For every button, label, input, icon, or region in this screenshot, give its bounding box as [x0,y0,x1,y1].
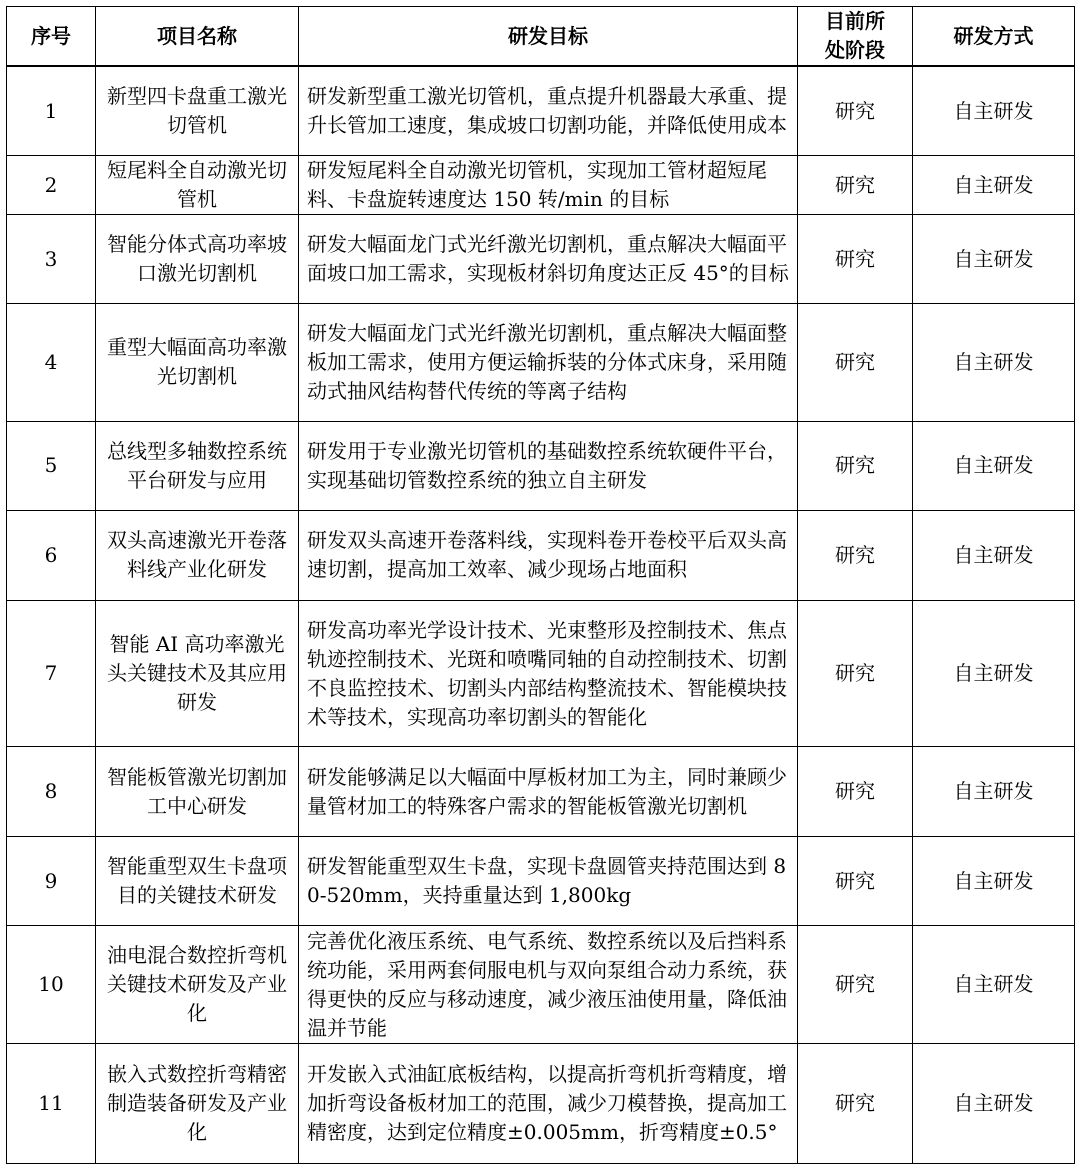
project-stage: 研究 [798,1044,913,1164]
row-index: 5 [7,421,96,511]
project-method: 自主研发 [913,926,1075,1044]
project-stage: 研究 [798,303,913,421]
project-stage: 研究 [798,926,913,1044]
row-index: 7 [7,600,96,747]
project-name: 嵌入式数控折弯精密制造装备研发及产业化 [96,1044,299,1164]
project-method: 自主研发 [913,836,1075,926]
project-method: 自主研发 [913,66,1075,156]
rd-projects-table [6,6,1075,1164]
row-index: 11 [7,1044,96,1164]
row-index: 3 [7,215,96,304]
project-goal: 研发大幅面龙门式光纤激光切割机，重点解决大幅面整板加工需求，使用方便运输拆装的分体式床身，采用随动式抽风结构替代传统的等离子结构 [299,303,798,421]
project-name: 智能 AI 高功率激光头关键技术及其应用研发 [96,600,299,747]
project-stage: 研究 [798,747,913,837]
project-goal: 研发大幅面龙门式光纤激光切割机，重点解决大幅面平面坡口加工需求，实现板材斜切角度达正反 45°的目标 [299,215,798,304]
row-index: 4 [7,303,96,421]
header-goal: 研发目标 [299,7,798,67]
row-index: 1 [7,66,96,156]
header-stage: 目前所处阶段 [798,7,913,67]
project-method: 自主研发 [913,156,1075,215]
table-row [7,747,1075,837]
project-goal: 完善优化液压系统、电气系统、数控系统以及后挡料系统功能，采用两套伺服电机与双向泵组合动力系统，获得更快的反应与移动速度，减少液压油使用量，降低油温并节能 [299,926,798,1044]
project-name: 智能重型双生卡盘项目的关键技术研发 [96,836,299,926]
project-goal: 研发新型重工激光切管机，重点提升机器最大承重、提升长管加工速度，集成坡口切割功能，并降低使用成本 [299,66,798,156]
row-index: 6 [7,511,96,601]
project-stage: 研究 [798,215,913,304]
project-name: 重型大幅面高功率激光切割机 [96,303,299,421]
project-stage: 研究 [798,156,913,215]
project-method: 自主研发 [913,1044,1075,1164]
header-name: 项目名称 [96,7,299,67]
project-stage: 研究 [798,511,913,601]
table-row [7,215,1075,304]
row-index: 10 [7,926,96,1044]
row-index: 2 [7,156,96,215]
project-goal: 开发嵌入式油缸底板结构，以提高折弯机折弯精度，增加折弯设备板材加工的范围，减少刀模替换，提高加工精密度，达到定位精度±0.005mm，折弯精度±0.5° [299,1044,798,1164]
table-row [7,421,1075,511]
project-stage: 研究 [798,836,913,926]
project-name: 新型四卡盘重工激光切管机 [96,66,299,156]
table-body [7,66,1075,1164]
project-goal: 研发短尾料全自动激光切管机，实现加工管材超短尾料、卡盘旋转速度达 150 转/min 的目标 [299,156,798,215]
project-name: 总线型多轴数控系统平台研发与应用 [96,421,299,511]
table-row [7,836,1075,926]
project-method: 自主研发 [913,421,1075,511]
row-index: 9 [7,836,96,926]
project-name: 短尾料全自动激光切管机 [96,156,299,215]
project-name: 智能板管激光切割加工中心研发 [96,747,299,837]
project-name: 智能分体式高功率坡口激光切割机 [96,215,299,304]
table-row [7,1044,1075,1164]
project-name: 双头高速激光开卷落料线产业化研发 [96,511,299,601]
project-stage: 研究 [798,66,913,156]
table-row [7,303,1075,421]
table-row [7,66,1075,156]
header-row [7,7,1075,67]
project-method: 自主研发 [913,747,1075,837]
project-goal: 研发智能重型双生卡盘，实现卡盘圆管夹持范围达到 80-520mm，夹持重量达到 1,800kg [299,836,798,926]
header-index: 序号 [7,7,96,67]
header-method: 研发方式 [913,7,1075,67]
table-row [7,511,1075,601]
project-method: 自主研发 [913,511,1075,601]
project-goal: 研发双头高速开卷落料线，实现料卷开卷校平后双头高速切割，提高加工效率、减少现场占地面积 [299,511,798,601]
project-method: 自主研发 [913,600,1075,747]
table-row [7,156,1075,215]
project-name: 油电混合数控折弯机关键技术研发及产业化 [96,926,299,1044]
project-goal: 研发高功率光学设计技术、光束整形及控制技术、焦点轨迹控制技术、光斑和喷嘴同轴的自动控制技术、切割不良监控技术、切割头内部结构整流技术、智能模块技术等技术，实现高功率切割头的智能化 [299,600,798,747]
project-method: 自主研发 [913,215,1075,304]
project-stage: 研究 [798,421,913,511]
project-method: 自主研发 [913,303,1075,421]
row-index: 8 [7,747,96,837]
project-goal: 研发用于专业激光切管机的基础数控系统软硬件平台，实现基础切管数控系统的独立自主研发 [299,421,798,511]
table-row [7,600,1075,747]
project-goal: 研发能够满足以大幅面中厚板材加工为主，同时兼顾少量管材加工的特殊客户需求的智能板管激光切割机 [299,747,798,837]
project-stage: 研究 [798,600,913,747]
table-row [7,926,1075,1044]
